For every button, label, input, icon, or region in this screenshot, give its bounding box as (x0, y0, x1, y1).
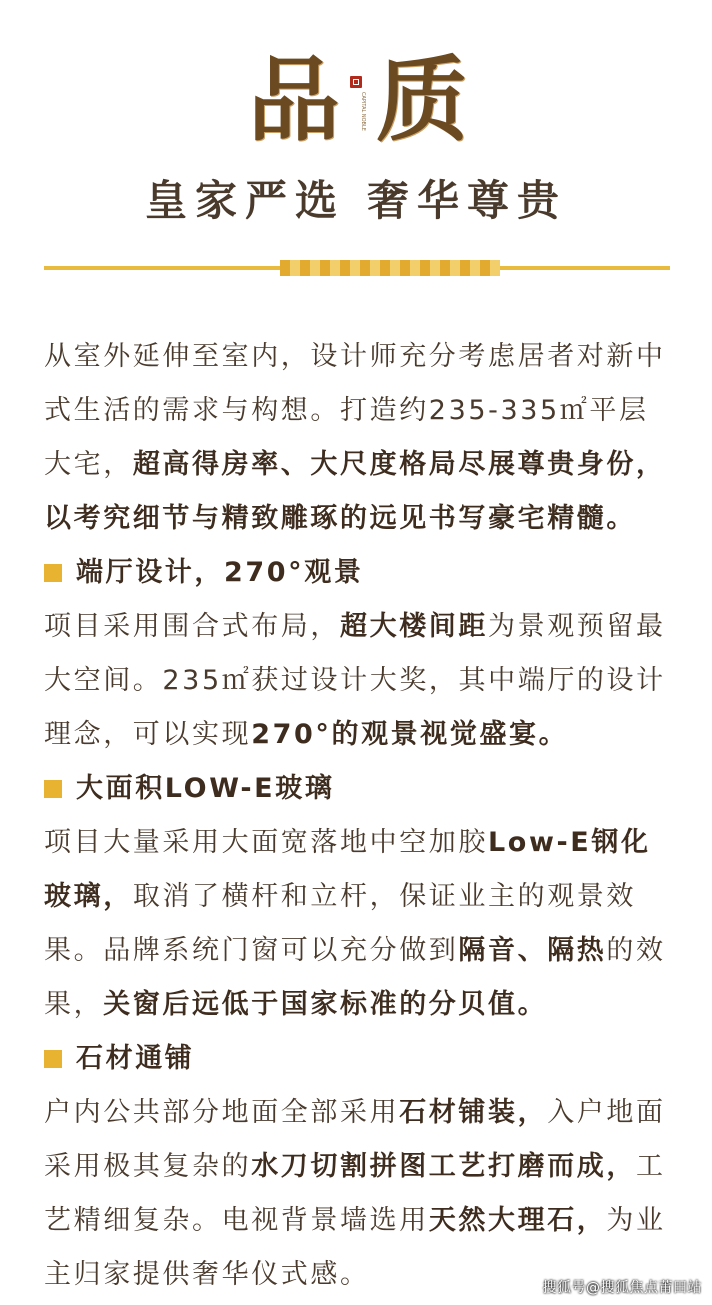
section-heading-text: 端厅设计，270°观景 (76, 557, 364, 588)
text-run: 为业主归家提供奢华仪式感。 (44, 1205, 666, 1290)
subtitle-right: 奢华尊贵 (367, 176, 568, 225)
bold-run: 水刀切割拼图工艺打磨而成， (251, 1151, 637, 1182)
bold-run: 石材铺装， (399, 1097, 548, 1128)
text-run: 户内公共部分地面全部采用 (44, 1097, 400, 1128)
section-heading-glass (44, 762, 674, 816)
divider-ornament (280, 260, 500, 276)
red-seal-icon (350, 76, 362, 88)
subtitle (0, 168, 712, 228)
text-run: 工艺精细复杂。电视背景墙选用 (44, 1151, 666, 1236)
section-heading-text: 大面积LOW-E玻璃 (76, 773, 335, 804)
bold-run: 隔音、隔热 (458, 935, 607, 966)
hero-char-zhi: 质 (376, 46, 469, 154)
section-paragraph-hall (44, 600, 674, 762)
section-heading-hall (44, 546, 674, 600)
text-run: 取消了横杆和立杆，保证业主的观景效果。品牌系统门窗可以充分做到 (44, 881, 637, 966)
seal-text: CAPITAL NOBLE (360, 92, 366, 131)
bullet-square-icon (44, 780, 62, 798)
section-paragraph-stone (44, 1086, 674, 1302)
section-heading-stone (44, 1032, 674, 1086)
section-heading-text: 石材通铺 (76, 1043, 195, 1074)
text-run: 入户地面采用极其复杂的 (44, 1097, 666, 1182)
gold-divider (44, 266, 670, 270)
bold-run: 270°的观景视觉盛宴。 (251, 719, 569, 750)
bullet-square-icon (44, 564, 62, 582)
text-run: 的效果， (44, 935, 666, 1020)
text-run: 为景观预留最大空间。235㎡获过设计大奖，其中端厅的设计理念，可以实现 (44, 611, 666, 750)
intro-text: 从室外延伸至室内，设计师充分考虑居者对新中式生活的需求与构想。打造约235-335㎡平层大宅， (44, 341, 666, 480)
seal-stamp (348, 76, 368, 136)
bullet-square-icon (44, 1050, 62, 1068)
intro-paragraph (44, 330, 674, 546)
intro-bold: 超高得房率、大尺度格局尽展尊贵身份，以考究细节与精致雕琢的远见书写豪宅精髓。 (44, 449, 666, 534)
section-paragraph-glass (44, 816, 674, 1032)
watermark: 搜狐号@搜狐焦点莆田站 (542, 1280, 702, 1296)
text-run: 项目采用围合式布局， (44, 611, 340, 642)
subtitle-left: 皇家严选 (144, 176, 345, 225)
bold-run: 超大楼间距 (340, 611, 488, 642)
bold-run: Low-E钢化玻璃， (44, 827, 651, 912)
text-run: 项目大量采用大面宽落地中空加胶 (44, 827, 488, 858)
bold-run: 关窗后远低于国家标准的分贝值。 (103, 989, 548, 1020)
article-body (44, 330, 674, 1302)
hero-title (0, 46, 712, 154)
bold-run: 天然大理石， (428, 1205, 607, 1236)
hero-char-pin: 品 (248, 46, 341, 154)
